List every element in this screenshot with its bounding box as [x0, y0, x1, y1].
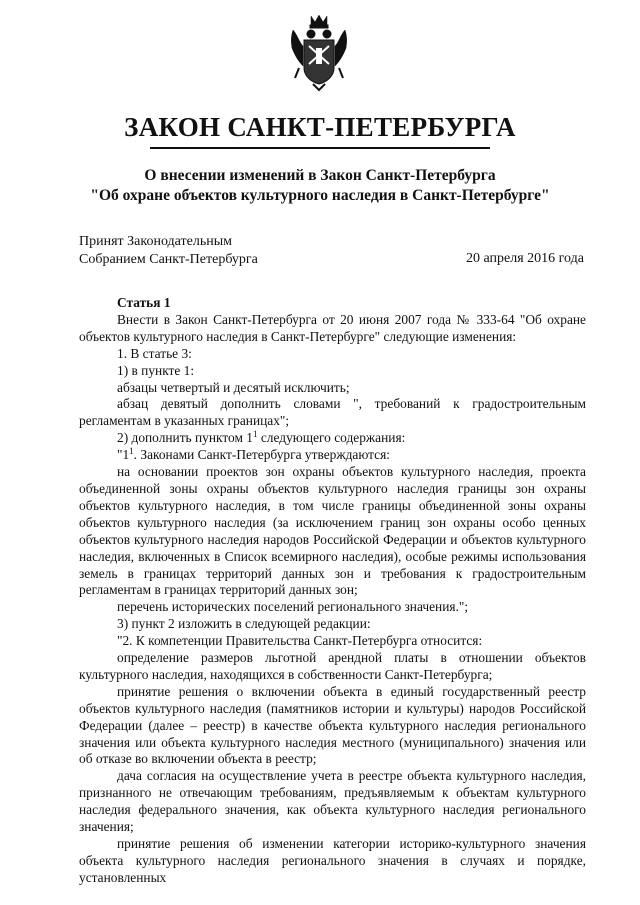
adoption-line-2: Собранием Санкт-Петербурга [79, 252, 258, 267]
law-subtitle [0, 166, 640, 206]
paragraph: абзацы четвертый и десятый исключить; [117, 379, 350, 395]
paragraph: 3) пункт 2 изложить в следующей редакции: [117, 616, 371, 632]
paragraph-text: . Законами Санкт-Петербурга утверждаются: [133, 447, 391, 463]
superscript: 1 [129, 446, 134, 457]
paragraph: 1) в пункте 1: [117, 362, 195, 378]
paragraph: абзац девятый дополнить словами ", требований к градостроительным регламентам в указанных границах"; [79, 396, 586, 429]
paragraph: дача согласия на осуществление учета в реестре объекта культурного наследия, признанного не отвечающим требованиям, предъявляемым к объектам культурного наследия федерального значения, как объекта культурного наследия регионального значения; [79, 768, 586, 835]
paragraph-text: 2) дополнить пунктом 1 [117, 430, 254, 446]
paragraph [79, 430, 586, 447]
paragraph [79, 447, 586, 464]
subtitle-line-2: "Об охране объектов культурного наследия в Санкт-Петербурге" [90, 187, 550, 204]
paragraph: "2. К компетенции Правительства Санкт-Петербурга относится: [117, 633, 483, 649]
paragraph: на основании проектов зон охраны объектов культурного наследия, проекта объединенной зоны охраны объектов культурного наследия границы зон охраны объектов культурного наследия, в том числе границы объединенной зоны охраны объектов культурного наследия (за исключением границ зон охраны особо ценных объектов культурного наследия народов Российской Федерации и объектов культурного наследия, включенных в Список всемирного наследия), особые режимы использования земель в границах территорий данных зон и требования к градостроительным регламентам в границах территорий данных зон; [79, 464, 586, 598]
paragraph: принятие решения об изменении категории историко-культурного значения объекта культурного наследия регионального значения в случаях и порядке, установленных [79, 836, 586, 885]
paragraph: принятие решения о включении объекта в единый государственный реестр объектов культурного наследия (памятников истории и культуры) народов Российской Федерации (далее – реестр) в качестве объекта культурного наследия регионального значения или объекта культурного наследия местного (муниципального) значения или об отказе во включении объекта в реестр; [79, 683, 586, 767]
adoption-note [79, 233, 258, 269]
adoption-date: 20 апреля 2016 года [466, 251, 584, 266]
law-body [79, 295, 586, 887]
coat-of-arms-emblem [289, 12, 349, 92]
article-heading: Статья 1 [117, 295, 171, 310]
paragraph: перечень исторических поселений регионального значения."; [117, 599, 469, 615]
superscript: 1 [253, 429, 258, 440]
paragraph: Внести в Закон Санкт-Петербурга от 20 июня 2007 года № 333-64 "Об охране объектов культурного наследия в Санкт-Петербурге" следующие изменения: [79, 311, 586, 344]
title-underline [150, 147, 490, 149]
adoption-line-1: Принят Законодательным [79, 234, 232, 249]
paragraph: определение размеров льготной арендной платы в отношении объектов культурного наследия, находящихся в собственности Санкт-Петербурга; [79, 650, 586, 682]
paragraph-text: "1 [117, 447, 130, 463]
paragraph-text: следующего содержания: [257, 430, 406, 446]
paragraph: 1. В статье 3: [117, 345, 192, 361]
law-title: ЗАКОН САНКТ-ПЕТЕРБУРГА [124, 112, 516, 142]
subtitle-line-1: О внесении изменений в Закон Санкт-Петербурга [144, 167, 496, 184]
